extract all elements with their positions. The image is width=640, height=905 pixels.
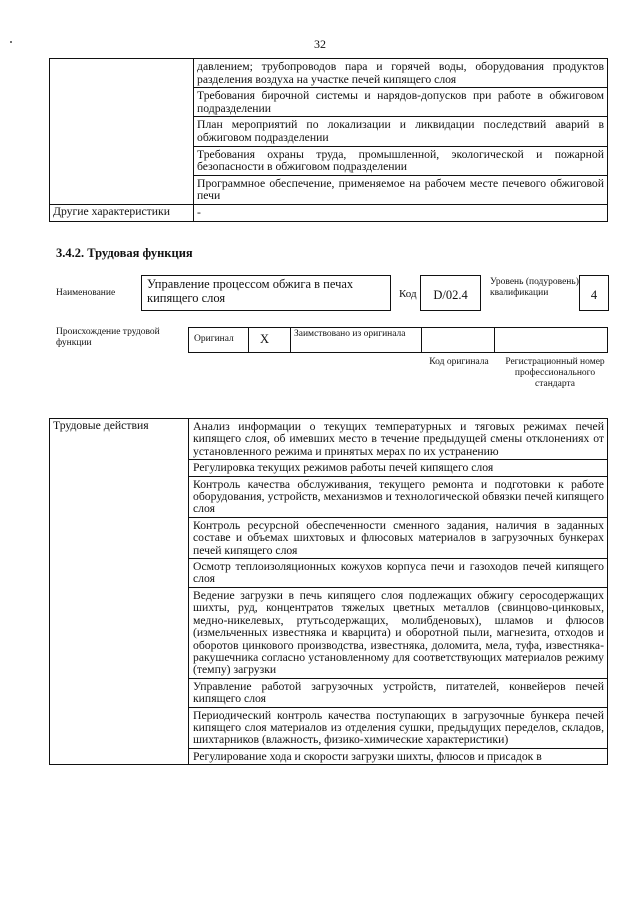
labor-action-row: Осмотр теплоизоляционных кожухов корпуса печи и газоходов печей кипящего слоя: [189, 559, 608, 588]
other-characteristics-value: -: [194, 204, 608, 221]
function-name-box: [141, 275, 391, 311]
level-value: 4: [590, 288, 598, 302]
labor-actions-table: [49, 418, 608, 765]
labor-action-row: Анализ информации о текущих температурных и тяговых режимах печей кипящего слоя, об имевших место в течение предыдущей смены отклонениях от установленного режима и принятых мерах по их устранению: [189, 419, 608, 460]
continued-knowledge-table: [49, 58, 608, 222]
labor-action-row: Ведение загрузки в печь кипящего слоя подлежащих обжигу серосодержащих шихты, руд, концентратов тяжелых цветных металлов (свинцово-цинковых, медно-никелевых, ртутьсодержащих, молибденовых), шламов и флюсов (измельченных известняка и кварцита) и оборотной пыли, магнезита, отходов и оборотов цинкового производства, известняка, доломита, мела, туфа, известняка-ракушечника согласно установленному для соответствующих материалов режиму (темпу) загрузки: [189, 587, 608, 678]
labor-action-row: Периодический контроль качества поступающих в загрузочные бункера печей кипящего слоя материалов из отделения сушки, предыдущих переделов, складов, шихтарников (влажность, физико-химические характеристики): [189, 707, 608, 748]
origin-divider: [494, 327, 495, 353]
empty-label-cell: [50, 59, 194, 205]
origin-divider: [421, 327, 422, 353]
labor-action-row: Регулировка текущих режимов работы печей кипящего слоя: [189, 460, 608, 476]
labor-actions-label: Трудовые действия: [50, 419, 189, 765]
function-name-value: Управление процессом обжига в печах кипящего слоя: [147, 277, 354, 305]
labor-action-row: Управление работой загрузочных устройств, питателей, конвейеров печей кипящего слоя: [189, 678, 608, 707]
code-value-box: [420, 275, 481, 311]
code-value: D/02.4: [433, 288, 468, 302]
labor-action-row: Регулирование хода и скорости загрузки шихты, флюсов и присадок в: [189, 748, 608, 764]
registration-caption: Регистрационный номер профессионального стандарта: [505, 357, 605, 389]
borrowed-label: Заимствовано из оригинала: [294, 329, 406, 339]
knowledge-row: давлением; трубопроводов пара и горячей воды, оборудования продуктов разделения воздуха на участке печей кипящего слоя: [194, 59, 608, 88]
knowledge-row: Требования бирочной системы и нарядов-допусков при работе в обжиговом подразделении: [194, 88, 608, 117]
original-mark: X: [260, 332, 270, 346]
name-label: Наименование: [56, 288, 116, 298]
knowledge-row: Требования охраны труда, промышленной, экологической и пожарной безопасности в обжиговом подразделении: [194, 146, 608, 175]
origin-label: Происхождение трудовой функции: [56, 327, 160, 348]
original-label: Оригинал: [194, 334, 234, 344]
knowledge-row: Программное обеспечение, применяемое на рабочем месте печевого обжиговой печи: [194, 175, 608, 204]
labor-action-row: Контроль качества обслуживания, текущего ремонта и подготовки к работе оборудования, устройств, механизмов и технологической обвязки печей кипящего слоя: [189, 476, 608, 517]
page-number: 32: [314, 37, 326, 51]
labor-action-row: Контроль ресурсной обеспеченности сменного задания, наличия в заданных составе и объемах шихтовых и флюсовых материалов в загрузочных бункерах печей кипящего слоя: [189, 517, 608, 558]
other-characteristics-label: Другие характеристики: [50, 204, 194, 221]
code-caption: Код оригинала: [429, 357, 489, 367]
origin-divider: [290, 327, 291, 353]
code-label: Код: [399, 288, 417, 300]
section-heading: 3.4.2. Трудовая функция: [56, 246, 193, 260]
level-value-box: [579, 275, 609, 311]
knowledge-row: План мероприятий по локализации и ликвидации последствий аварий в обжиговом подразделении: [194, 117, 608, 146]
origin-divider: [248, 327, 249, 353]
level-label: Уровень (подуровень) квалификации: [490, 277, 579, 298]
